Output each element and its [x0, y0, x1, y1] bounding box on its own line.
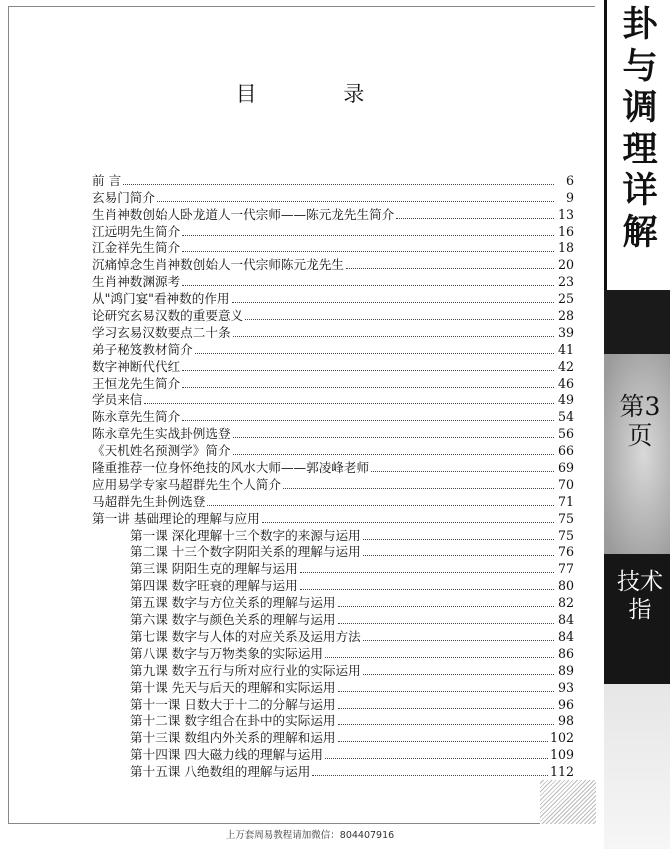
toc-entry: [92, 358, 574, 375]
toc-entry-page: 93: [557, 679, 574, 695]
sidebar-grey-band-2: [604, 684, 670, 849]
toc-dot-leader: [182, 420, 554, 421]
toc-entry: [92, 763, 574, 780]
toc-entry: [92, 206, 574, 223]
toc-entry: [92, 189, 574, 206]
toc-entry-title: 第十三课 数组内外关系的理解和运用: [130, 730, 336, 746]
toc-entry: [92, 375, 574, 392]
toc-entry: [92, 527, 574, 544]
toc-entry-title: 第十四课 四大磁力线的理解与运用: [130, 747, 323, 763]
toc-entry: [92, 510, 574, 527]
section-label: 第3页: [619, 392, 661, 450]
toc-entry: [92, 729, 574, 746]
toc-entry-title: 弟子秘笈教材简介: [92, 341, 193, 357]
toc-entry-title: 第十一课 日数大于十二的分解与运用: [130, 696, 336, 712]
toc-dot-leader: [182, 285, 554, 286]
toc-entry-page: 98: [557, 713, 574, 729]
toc-entry: [92, 392, 574, 409]
toc-dot-leader: [312, 775, 548, 776]
toc-dot-leader: [338, 724, 554, 725]
toc-entry: [92, 713, 574, 730]
toc-dot-leader: [232, 302, 554, 303]
toc-dot-leader: [371, 471, 554, 472]
page-shadow: [540, 780, 596, 824]
toc-entry-page: 13: [557, 206, 574, 222]
toc-entry-page: 16: [557, 223, 574, 239]
toc-entry-title: 数字神断代代红: [92, 358, 181, 374]
toc-entry-page: 96: [557, 696, 574, 712]
toc-entry-page: 28: [557, 308, 574, 324]
toc-entry: [92, 560, 574, 577]
toc-dot-leader: [300, 589, 554, 590]
toc-entry-page: 39: [557, 324, 574, 340]
book-title: 卦与调理详解: [622, 4, 658, 253]
table-of-contents: [92, 172, 574, 780]
footer-note: 上万套周易教程请加微信：804407916: [225, 830, 395, 841]
toc-entry: [92, 594, 574, 611]
toc-entry-page: 70: [557, 476, 574, 492]
sidebar: [604, 0, 670, 849]
toc-dot-leader: [363, 674, 554, 675]
toc-entry: [92, 662, 574, 679]
toc-entry-title: 江远明先生简介: [92, 223, 181, 239]
toc-entry: [92, 679, 574, 696]
toc-dot-leader: [363, 539, 554, 540]
toc-entry: [92, 425, 574, 442]
toc-entry: [92, 476, 574, 493]
toc-entry: [92, 544, 574, 561]
toc-entry-page: 20: [557, 257, 574, 273]
toc-entry-page: 9: [565, 189, 574, 205]
toc-entry: [92, 341, 574, 358]
toc-entry-page: 86: [557, 645, 574, 661]
toc-entry: [92, 696, 574, 713]
toc-entry-page: 69: [557, 460, 574, 476]
toc-entry-title: 陈永章先生实战卦例选登: [92, 426, 231, 442]
toc-entry-page: 25: [557, 291, 574, 307]
toc-entry-page: 82: [557, 595, 574, 611]
toc-entry: [92, 459, 574, 476]
toc-entry-title: 第六课 数字与颜色关系的理解与运用: [130, 612, 336, 628]
toc-entry-title: 第九课 数字五行与所对应行业的实际运用: [130, 662, 361, 678]
toc-entry-page: 75: [557, 510, 574, 526]
toc-dot-leader: [338, 606, 554, 607]
toc-entry-title: 玄易门简介: [92, 189, 155, 205]
toc-entry-page: 80: [557, 578, 574, 594]
toc-dot-leader: [157, 201, 554, 202]
page-title: 目 录: [235, 82, 405, 106]
toc-entry-page: 76: [557, 544, 574, 560]
toc-entry: [92, 240, 574, 257]
toc-entry-title: 陈永章先生简介: [92, 409, 181, 425]
side-label: 技术指: [617, 569, 663, 623]
toc-entry: [92, 290, 574, 307]
toc-entry: [92, 307, 574, 324]
toc-entry-page: 6: [565, 172, 574, 188]
toc-dot-leader: [338, 691, 554, 692]
toc-dot-leader: [182, 387, 554, 388]
toc-entry-page: 18: [557, 240, 574, 256]
toc-entry-page: 75: [557, 527, 574, 543]
toc-dot-leader: [346, 268, 554, 269]
toc-dot-leader: [363, 640, 554, 641]
toc-entry-title: 沉痛悼念生肖神数创始人一代宗师陈元龙先生: [92, 257, 344, 273]
toc-entry-title: 第五课 数字与方位关系的理解与运用: [130, 595, 336, 611]
toc-dot-leader: [123, 184, 554, 185]
toc-entry-title: 第八课 数字与万物类象的实际运用: [130, 645, 323, 661]
toc-entry-title: 第十课 先天与后天的理解和实际运用: [130, 679, 336, 695]
toc-dot-leader: [195, 353, 554, 354]
toc-entry-page: 89: [557, 662, 574, 678]
toc-entry: [92, 493, 574, 510]
toc-entry: [92, 324, 574, 341]
toc-entry-page: 102: [549, 730, 574, 746]
toc-dot-leader: [182, 235, 554, 236]
toc-entry-page: 54: [557, 409, 574, 425]
toc-entry-page: 84: [557, 612, 574, 628]
toc-entry-page: 77: [557, 561, 574, 577]
toc-entry-title: 学习玄易汉数要点二十条: [92, 324, 231, 340]
toc-entry-title: 生肖神数渊源考: [92, 274, 181, 290]
toc-entry-title: 学员来信: [92, 392, 143, 408]
toc-entry-page: 46: [557, 375, 574, 391]
toc-dot-leader: [363, 555, 554, 556]
toc-entry: [92, 223, 574, 240]
toc-entry-title: 应用易学专家马超群先生个人简介: [92, 476, 281, 492]
toc-entry-title: 马超群先生卦例选登: [92, 493, 206, 509]
toc-entry-title: 从"鸿门宴"看神数的作用: [92, 291, 230, 307]
toc-entry-title: 王恒龙先生简介: [92, 375, 181, 391]
toc-entry: [92, 273, 574, 290]
toc-entry-title: 第十二课 数字组合在卦中的实际运用: [130, 713, 336, 729]
toc-entry-page: 41: [557, 341, 574, 357]
toc-dot-leader: [396, 218, 554, 219]
toc-dot-leader: [207, 505, 554, 506]
toc-dot-leader: [182, 370, 554, 371]
toc-dot-leader: [325, 758, 548, 759]
toc-entry-page: 71: [557, 493, 574, 509]
toc-entry-title: 第四课 数字旺衰的理解与运用: [130, 578, 298, 594]
toc-dot-leader: [233, 336, 554, 337]
sidebar-grey-band: [604, 354, 670, 554]
toc-dot-leader: [338, 741, 548, 742]
toc-dot-leader: [300, 572, 554, 573]
toc-entry-page: 42: [557, 358, 574, 374]
toc-dot-leader: [245, 319, 554, 320]
toc-entry-page: 109: [549, 747, 574, 763]
toc-dot-leader: [325, 657, 554, 658]
toc-entry-page: 84: [557, 628, 574, 644]
toc-dot-leader: [144, 403, 554, 404]
toc-entry-title: 第一讲 基础理论的理解与应用: [92, 510, 260, 526]
toc-entry: [92, 746, 574, 763]
toc-dot-leader: [338, 623, 554, 624]
toc-entry: [92, 611, 574, 628]
sidebar-black-band: [604, 290, 670, 354]
toc-entry: [92, 442, 574, 459]
toc-entry-title: 前 言: [92, 172, 122, 188]
toc-entry-title: 江金祥先生简介: [92, 240, 181, 256]
toc-dot-leader: [182, 251, 554, 252]
toc-entry-title: 第三课 阴阳生克的理解与运用: [130, 561, 298, 577]
toc-entry-title: 生肖神数创始人卧龙道人一代宗师——陈元龙先生简介: [92, 206, 395, 222]
toc-entry: [92, 645, 574, 662]
toc-dot-leader: [283, 488, 554, 489]
toc-entry-title: 《天机姓名预测学》简介: [92, 443, 231, 459]
toc-entry-page: 56: [557, 426, 574, 442]
toc-entry-title: 隆重推荐一位身怀绝技的风水大师——郭凌峰老师: [92, 460, 370, 476]
toc-entry: [92, 408, 574, 425]
toc-entry-page: 66: [557, 443, 574, 459]
toc-entry: [92, 577, 574, 594]
toc-entry: [92, 172, 574, 189]
toc-dot-leader: [233, 437, 554, 438]
toc-dot-leader: [233, 454, 554, 455]
toc-entry-page: 23: [557, 274, 574, 290]
toc-entry-title: 第十五课 八绝数组的理解与运用: [130, 764, 311, 780]
toc-entry-title: 第二课 十三个数字阴阳关系的理解与运用: [130, 544, 361, 560]
toc-entry-page: 49: [557, 392, 574, 408]
toc-entry-page: 112: [549, 764, 574, 780]
toc-entry-title: 第一课 深化理解十三个数字的来源与运用: [130, 527, 361, 543]
toc-entry-title: 第七课 数字与人体的对应关系及运用方法: [130, 628, 361, 644]
toc-entry: [92, 256, 574, 273]
toc-dot-leader: [262, 522, 554, 523]
toc-dot-leader: [338, 708, 554, 709]
toc-entry: [92, 628, 574, 645]
toc-entry-title: 论研究玄易汉数的重要意义: [92, 308, 244, 324]
